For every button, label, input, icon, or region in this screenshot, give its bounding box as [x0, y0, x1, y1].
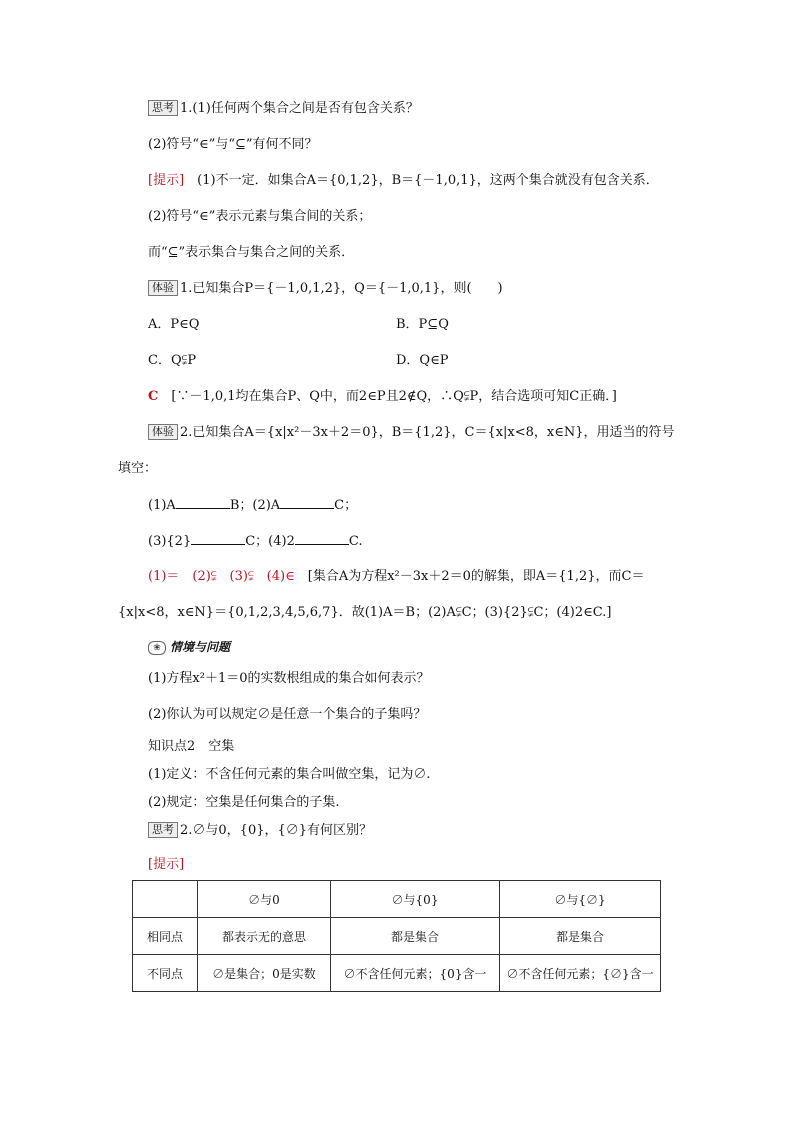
scene-heading: ❀ 情境与问题 — [148, 638, 230, 657]
answer-letter: C — [148, 389, 159, 404]
knowledge-rule: (2)规定：空集是任何集合的子集. — [148, 795, 340, 810]
table-row: 不同点 ∅是集合；0是实数 ∅不含任何元素；{0}含一 ∅不含任何元素；{∅}含一 — [133, 955, 661, 992]
exp-tag: 体验 — [148, 280, 178, 296]
hint-answer-1: [提示] (1)不一定．如集合A＝{0,1,2}，B＝{－1,0,1}，这两个集合就没有包含关系． — [148, 173, 659, 188]
think-question-2: (2)符号“∈”与“⊆”有何不同？ — [148, 137, 318, 152]
exp2-blanks-1: (1)A B；(2)A C； — [148, 498, 358, 513]
scene-question-2: (2)你认为可以规定∅是任意一个集合的子集吗？ — [148, 707, 427, 722]
exp-tag: 体验 — [148, 424, 178, 440]
exp2-blanks-2: (3){2} C；(4)2 C. — [148, 534, 363, 549]
exp2-answer-cont: {x|x<8，x∈N}＝{0,1,2,3,4,5,6,7}．故(1)A＝B；(2)A⫋C；(3){2}⫋C；(4)2∈C.] — [118, 605, 612, 620]
table-row: 相同点 都表示无的意思 都是集合 都是集合 — [133, 918, 661, 955]
think-tag: 思考 — [148, 100, 178, 116]
answer-symbols: (1)＝ (2)⫋ (3)⫋ (4)∈ — [148, 569, 295, 584]
option-b: B．P⊆Q — [396, 317, 449, 332]
exp2-answer: (1)＝ (2)⫋ (3)⫋ (4)∈ [集合A为方程x²－3x＋2＝0的解集，即A＝{1,2}，而C＝ — [148, 569, 645, 584]
scene-question-1: (1)方程x²＋1＝0的实数根组成的集合如何表示？ — [148, 671, 430, 686]
exp2-question-cont: 填空： — [118, 461, 158, 476]
knowledge-definition: (1)定义：不含任何元素的集合叫做空集，记为∅. — [148, 767, 431, 782]
hint-answer-3: 而“⊆”表示集合与集合之间的关系． — [148, 245, 355, 260]
think-tag: 思考 — [148, 822, 178, 838]
exp2-question: 体验 2.已知集合A＝{x|x²－3x＋2＝0}，B＝{1,2}，C＝{x|x<8，x∈N}，用适当的符号 — [148, 424, 675, 442]
think-question-1: 思考 1.(1)任何两个集合之间是否有包含关系？ — [148, 100, 419, 118]
exp1-answer: C [∵－1,0,1均在集合P、Q中，而2∈P且2∉Q，∴Q⫋P，结合选项可知C正确．] — [148, 389, 617, 404]
hint-answer-2: (2)符号“∈”表示元素与集合间的关系； — [148, 209, 372, 224]
option-d: D．Q∈P — [396, 353, 449, 368]
table-row: ∅与0 ∅与{0} ∅与{∅} — [133, 881, 661, 918]
comparison-table — [132, 880, 661, 992]
scene-icon: ❀ — [148, 641, 166, 655]
think-question-3: 思考 2.∅与0，{0}，{∅}有何区别？ — [148, 822, 372, 840]
exp1-question: 体验 1.已知集合P＝{－1,0,1,2}，Q＝{－1,0,1}，则( ) — [148, 280, 503, 298]
hint-tag: [提示] — [148, 173, 185, 188]
option-c: C．Q⫋P — [148, 353, 197, 368]
knowledge-title: 知识点2 空集 — [148, 739, 235, 754]
hint-tag-2: [提示] — [148, 857, 185, 872]
option-a: A．P∈Q — [148, 317, 200, 332]
